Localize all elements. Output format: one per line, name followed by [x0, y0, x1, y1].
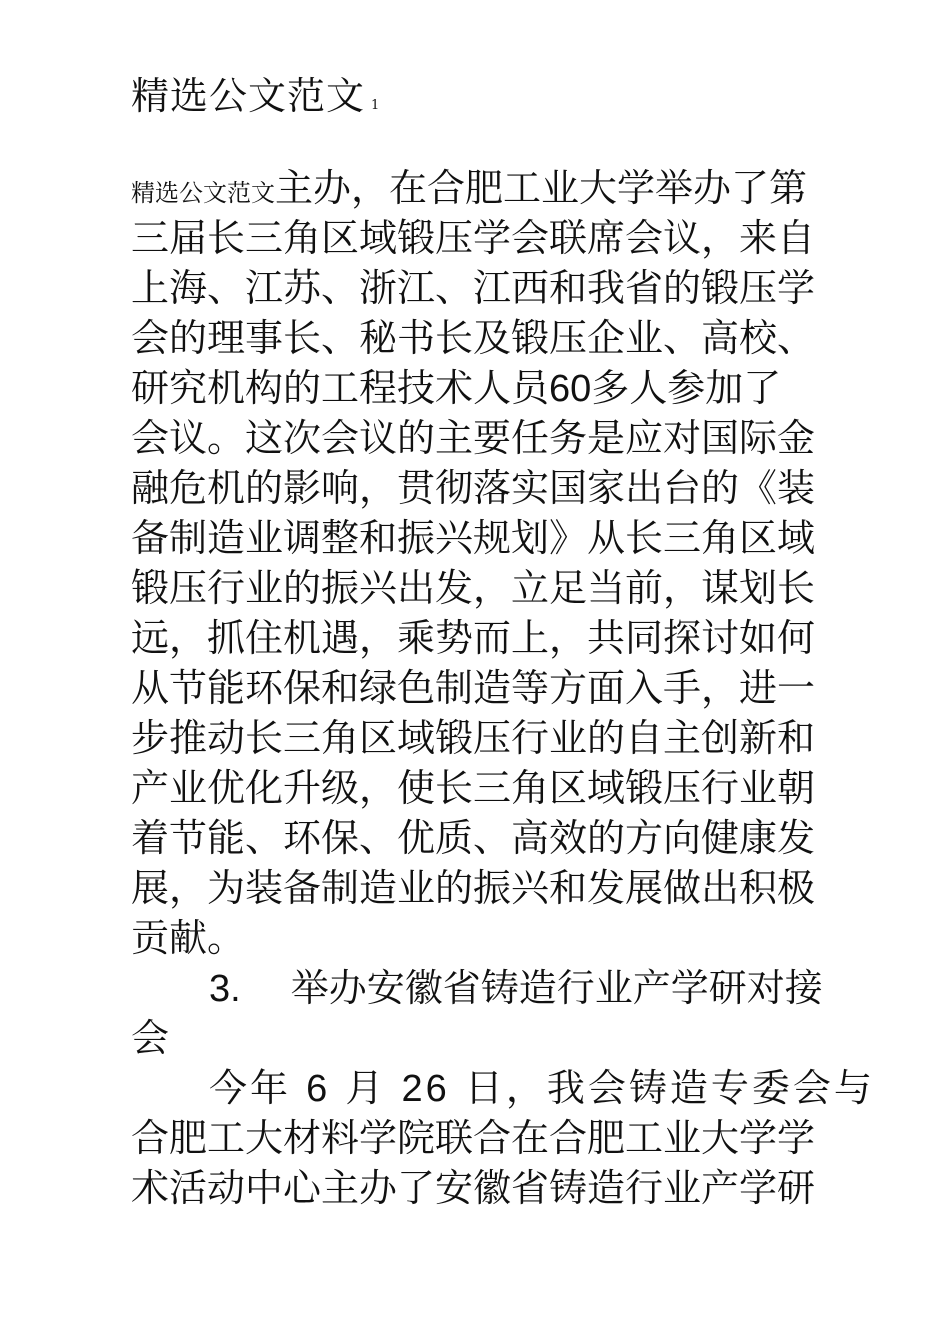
paragraph-line: 三届长三角区域锻压学会联席会议，来自: [131, 216, 816, 260]
section-number: 3.: [209, 968, 241, 1010]
paragraph-prefix: 精选公文范文: [131, 179, 275, 207]
section-heading-continuation: 会: [131, 1016, 170, 1060]
header-title: 精选公文范文: [131, 74, 366, 118]
inline-number: 26: [401, 1068, 450, 1110]
document-body: [131, 163, 875, 1213]
paragraph-line: 合肥工大材料学院联合在合肥工业大学学: [131, 1116, 816, 1160]
section-title: 举办安徽省铸造行业产学研对接: [290, 966, 823, 1010]
paragraph-line: 着节能、环保、优质、高效的方向健康发: [131, 816, 816, 860]
paragraph-line: 锻压行业的振兴出发，立足当前，谋划长: [131, 566, 816, 610]
paragraph-line: 展，为装备制造业的振兴和发展做出积极: [131, 866, 816, 910]
paragraph-line: 研究机构的工程技术人员60多人参加了: [131, 366, 782, 410]
paragraph-line: 贡献。: [131, 916, 246, 960]
paragraph-line: 会议。这次会议的主要任务是应对国际金: [131, 416, 816, 460]
paragraph-line: 产业优化升级，使长三角区域锻压行业朝: [131, 766, 816, 810]
paragraph-line: 融危机的影响，贯彻落实国家出台的《装: [131, 466, 816, 510]
paragraph-line: 备制造业调整和振兴规划》从长三角区域: [131, 516, 816, 560]
paragraph-line: 术活动中心主办了安徽省铸造行业产学研: [131, 1166, 816, 1210]
paragraph-line: 上海、江苏、浙江、江西和我省的锻压学: [131, 266, 816, 310]
paragraph-line: 会的理事长、秘书长及锻压企业、高校、: [131, 316, 816, 360]
section-heading: [131, 963, 831, 1013]
paragraph-line: 今年 6 月 26 日，我会铸造专委会与: [209, 1066, 875, 1110]
page-number: 1: [371, 98, 381, 113]
inline-number: 6: [306, 1068, 331, 1110]
paragraph-line: 远，抓住机遇，乘势而上，共同探讨如何: [131, 616, 816, 660]
page-header: [131, 70, 380, 132]
paragraph-line: 步推动长三角区域锻压行业的自主创新和: [131, 716, 816, 760]
paragraph-line: 从节能环保和绿色制造等方面入手，进一: [131, 666, 816, 710]
inline-number: 60: [549, 368, 592, 410]
paragraph-line: 精选公文范文主办，在合肥工业大学举办了第: [131, 166, 808, 210]
